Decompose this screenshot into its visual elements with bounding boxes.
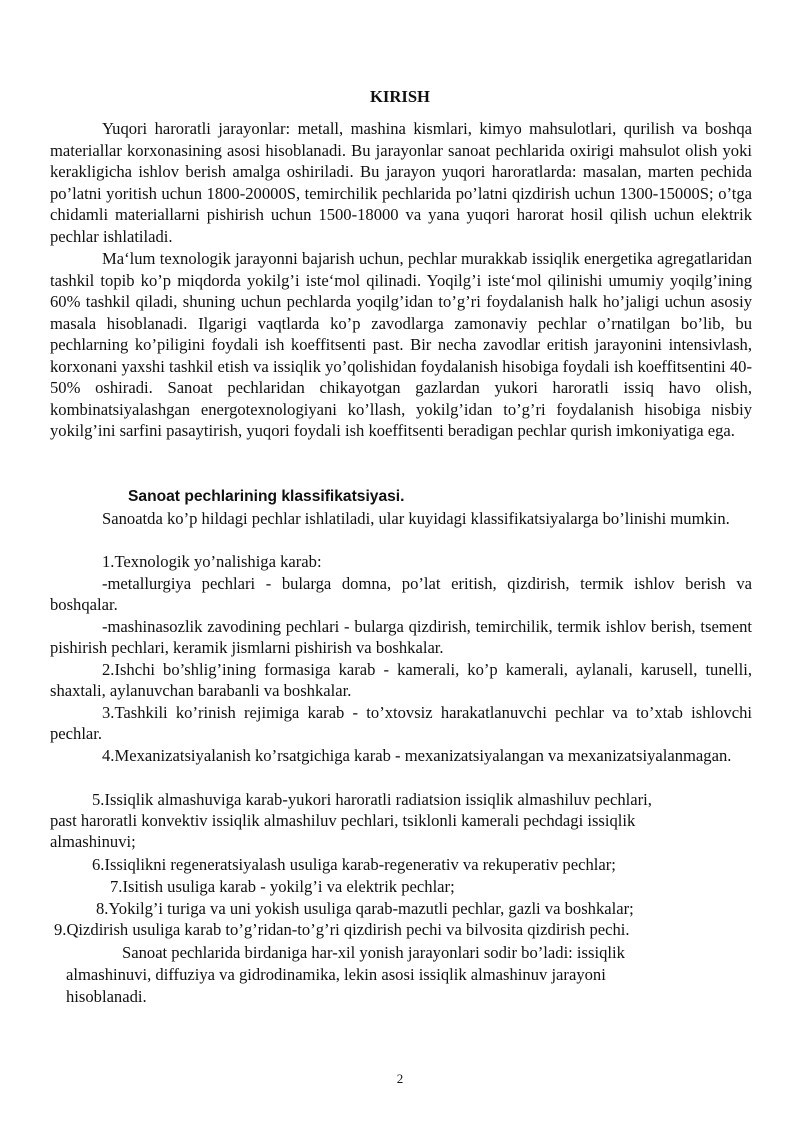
list-item-1b: -mashinasozlik zavodining pechlari - bularga qizdirish, temirchilik, termik ishlov berish, tsement pishirish pechlari, keramik jismlarni pishirish va boshkalar. [50,616,752,657]
classification-intro [50,508,752,530]
list-item-9: 9.Qizdirish usuliga karab to’g’ridan-to’g’ri qizdirish pechi va bilvosita qizdirish pechi. [54,920,630,939]
classification-list-justified [50,551,752,766]
list-item-8: 8.Yokilg’i turiga va uni yokish usuliga qarab-mazutli pechlar, gazli va boshkalar; [96,899,634,918]
paragraph-text: Sanoatda ko’p hildagi pechlar ishlatiladi, ular kuyidagi klassifikatsiyalarga bo’linishi mumkin. [102,509,730,528]
list-item-1a: -metallurgiya pechlari - bularga domna, po’lat eritish, qizdirish, termik ishlov berish va boshqalar. [50,573,752,614]
paragraph-text: Ma‘lum texnologik jarayonni bajarish uchun, pechlar murakkab issiqlik energetika agregatlaridan tashkil topib ko’p miqdorda yokilg’i iste‘mol qilinadi. Yoqilg’i iste‘mol qilinishi umumiy yoqilg’ining 60% tashkil qiladi, shuning uchun pechlarda yoqilg’idan to’g’ri foydalanish halk ho’jaligi uchun asosiy masala hisoblanadi. Ilgarigi vaqtlarda ko’p zavodlarga zamonaviy pechlar o’rnatilgan bo’lib, bu pechlarning ko’piligini foydali ish koeffitsenti past. Bir necha zavodlar eritish jarayonini intensivlash, korxonani yaxshi tashkil etish va issiqlik yo’qolishidan foydalanish hisobiga foydali ish koeffitsentini 40-50% oshiradi. Sanoat pechlaridan chikayotgan gazlardan yukori haroratli issiq havo olish, kombinatsiyalashgan energotexnologiyani ko’llash, yokilg’idan to’g’ri foydalanish hisobiga nisbiy yokilg’ini sarfini pasaytirish, yuqori foydali ish koeffitsenti beradigan pechlar qurish imkoniyatiga ega. [50,249,752,440]
list-item-3: 3.Tashkili ko’rinish rejimiga karab - to’xtovsiz harakatlanuvchi pechlar va to’xtab ishlovchi pechlar. [50,702,752,743]
closing-line-1: Sanoat pechlarida birdaniga har-xil yonish jarayonlari sodir bo’ladi: issiqlik [122,943,625,962]
list-item-4: 4.Mexanizatsiyalanish ko’rsatgichiga karab - mexanizatsiyalangan va mexanizatsiyalanmagan. [102,745,732,765]
closing-line-2: almashinuvi, diffuziya va gidrodinamika, lekin asosi issiqlik almashinuv jarayoni [66,965,606,984]
page-number: 2 [396,1071,404,1086]
list-item-5-line-3: almashinuvi; [50,832,136,851]
closing-line-3: hisoblanadi. [66,987,147,1006]
list-item-5-line-1: 5.Issiqlik almashuviga karab-yukori haroratli radiatsion issiqlik almashiluv pechlari, [92,790,652,809]
page-title: KIRISH [370,87,430,106]
paragraph-text: Yuqori haroratli jarayonlar: metall, mashina kismlari, kimyo mahsulotlari, qurilish va boshqa materiallar korxonasining asosi hisoblanadi. Bu jarayonlar sanoat pechlarida oxirigi mahsulot olish yoki kerakligicha ishlov berish amalga oshiriladi. Bu jarayon yuqori haroratlarda: masalan, marten pechida po’latni yoritish uchun 1800-20000S, temirchilik pechlarida po’latni qizdirish uchun 1300-15000S; o’tga chidamli materiallarni pishirish uchun 1500-18000 va yana yuqori harorat hosil qilish uchun elektrik pechlar ishlatiladi. [50,119,752,246]
list-item-1: 1.Texnologik yo’nalishiga karab: [102,552,322,571]
intro-paragraph-1 [50,118,752,247]
section-heading: Sanoat pechlarining klassifikatsiyasi. [128,488,405,505]
list-item-6: 6.Issiqlikni regeneratsiyalash usuliga karab-regenerativ va rekuperativ pechlar; [92,855,616,874]
intro-paragraph-2 [50,248,752,442]
list-item-2: 2.Ishchi bo’shlig’ining formasiga karab - kamerali, ko’p kamerali, aylanali, karusell, tunelli, shaxtali, aylanuvchan barabanli va boshkalar. [50,659,752,700]
list-item-7: 7.Isitish usuliga karab - yokilg’i va elektrik pechlar; [110,877,455,896]
list-item-5-line-2: past haroratli konvektiv issiqlik almashiluv pechlari, tsiklonli kamerali pechdagi issiqlik [50,811,636,830]
